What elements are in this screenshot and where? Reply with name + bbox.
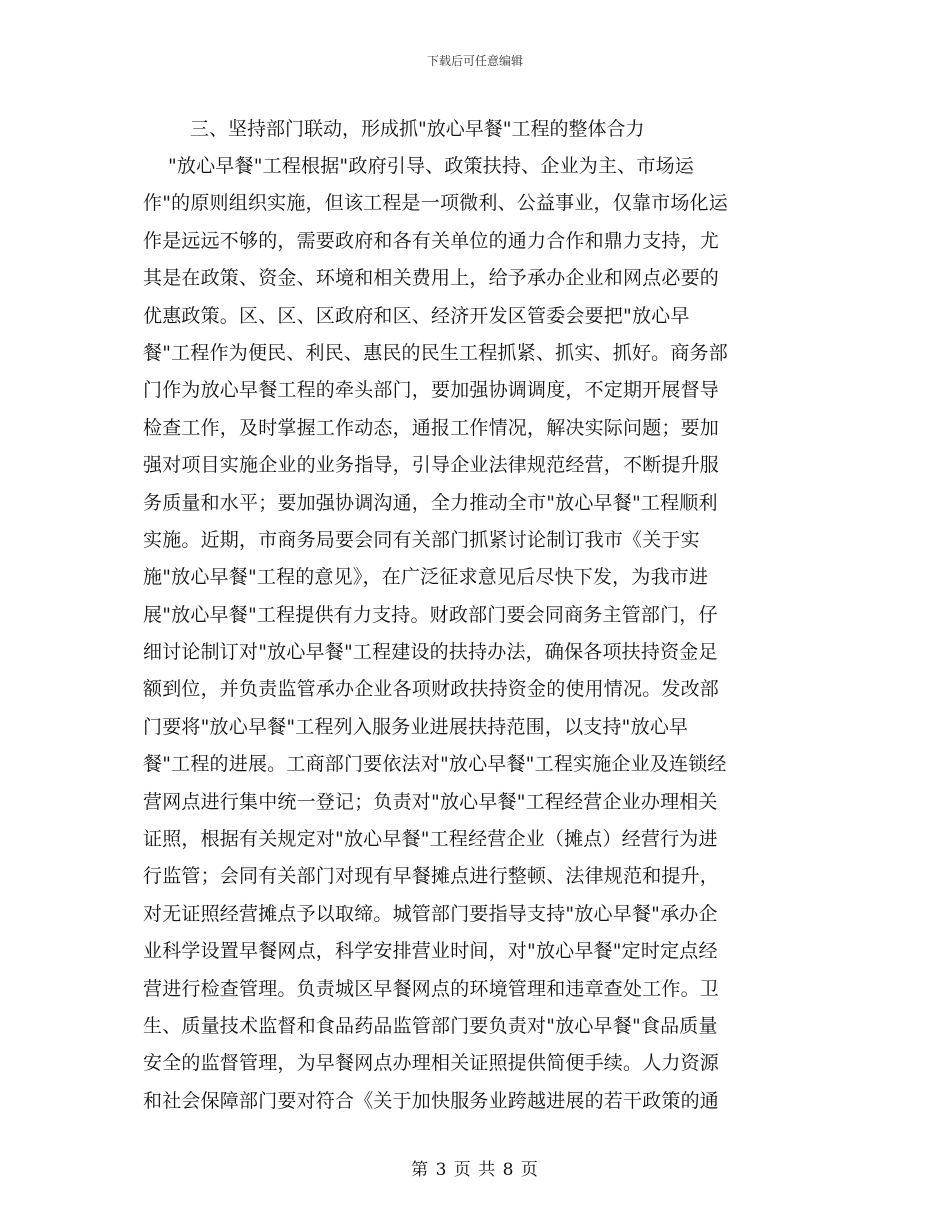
text-line: 施"放心早餐"工程的意见》，在广泛征求意见后尽快下发，为我市进	[143, 566, 709, 589]
text-line: 优惠政策。区、区、区政府和区、经济开发区管委会要把"放心早	[143, 304, 690, 327]
text-line: 和社会保障部门要对符合《关于加快服务业跨越进展的若干政策的通	[143, 1089, 720, 1112]
text-line: 其是在政策、资金、环境和相关费用上，给予承办企业和网点必要的	[143, 267, 720, 290]
text-line: 安全的监督管理，为早餐网点办理相关证照提供简便手续。人力资源	[143, 1052, 720, 1075]
text-line: 展"放心早餐"工程提供有力支持。财政部门要会同商务主管部门，仔	[143, 603, 718, 626]
text-line: 检查工作，及时掌握工作动态，通报工作情况，解决实际问题；要加	[143, 416, 720, 439]
text-line: "放心早餐"工程根据"政府引导、政策扶持、企业为主、市场运	[143, 155, 694, 177]
text-line: 额到位，并负责监管承办企业各项财政扶持资金的使用情况。发改部	[143, 678, 720, 701]
text-line: 业科学设置早餐网点，科学安排营业时间，对"放心早餐"定时定点经	[143, 940, 718, 963]
text-line: 实施。近期，市商务局要会同有关部门抓紧讨论制订我市《关于实	[143, 528, 700, 551]
text-line: 生、质量技术监督和食品药品监管部门要负责对"放心早餐"食品质量	[143, 1014, 718, 1037]
page-number: 第 3 页 共 8 页	[411, 1160, 539, 1180]
text-line: 强对项目实施企业的业务指导，引导企业法律规范经营，不断提升服	[143, 454, 720, 477]
text-line: 营网点进行集中统一登记；负责对"放心早餐"工程经营企业办理相关	[143, 790, 718, 813]
text-line: 作是远远不够的，需要政府和各有关单位的通力合作和鼎力支持，尤	[143, 229, 720, 252]
text-line: 门要将"放心早餐"工程列入服务业进展扶持范围，以支持"放心早	[143, 715, 689, 738]
text-line: 营进行检查管理。负责城区早餐网点的环境管理和违章查处工作。卫	[143, 977, 720, 1000]
text-line: 餐"工程作为便民、利民、惠民的民生工程抓紧、抓实、抓好。商务部	[143, 341, 728, 364]
section-heading: 三、坚持部门联动，形成抓"放心早餐"工程的整体合力	[190, 118, 645, 140]
text-line: 餐"工程的进展。工商部门要依法对"放心早餐"工程实施企业及连锁经	[143, 753, 727, 776]
text-line: 证照，根据有关规定对"放心早餐"工程经营企业（摊点）经营行为进	[143, 828, 718, 851]
text-line: 细讨论制订对"放心早餐"工程建设的扶持办法，确保各项扶持资金足	[143, 641, 718, 664]
body-text	[143, 148, 813, 1120]
text-line: 务质量和水平；要加强协调沟通，全力推动全市"放心早餐"工程顺利	[143, 491, 718, 514]
text-line: 作"的原则组织实施，但该工程是一项微利、公益事业，仅靠市场化运	[143, 192, 728, 215]
text-line: 对无证照经营摊点予以取缔。城管部门要指导支持"放心早餐"承办企	[143, 902, 718, 925]
text-line: 门作为放心早餐工程的牵头部门，要加强协调调度，不定期开展督导	[143, 379, 720, 402]
header-note: 下载后可任意编辑	[426, 54, 523, 68]
text-line: 行监管；会同有关部门对现有早餐摊点进行整顿、法律规范和提升，	[143, 865, 720, 888]
